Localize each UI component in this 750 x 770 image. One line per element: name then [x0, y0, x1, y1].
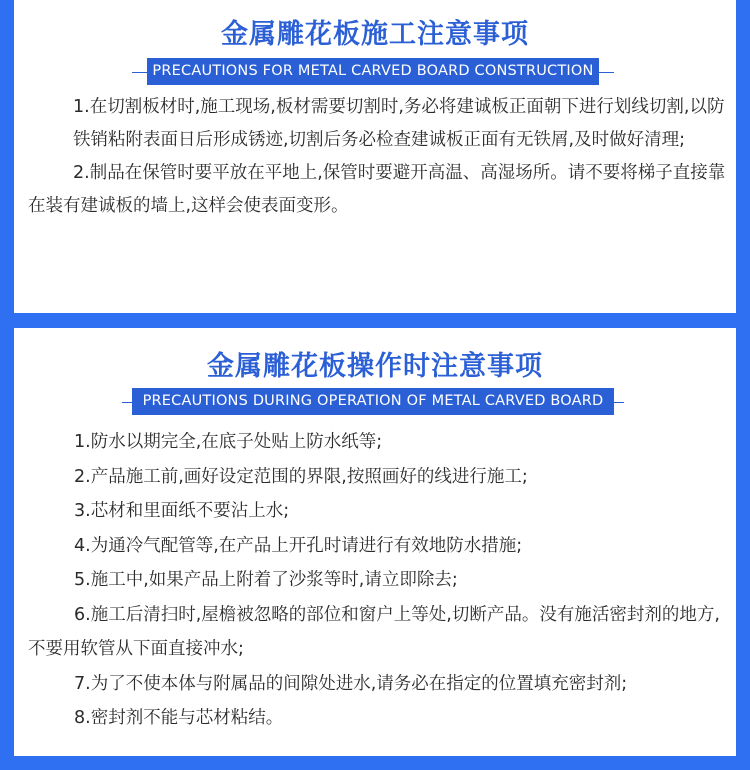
paragraph: 2.制品在保管时要平放在平地上,保管时要避开高温、高湿场所。请不要将梯子直接靠在装有建诚板的墙上,这样会使表面变形。 — [28, 163, 726, 216]
list-item: 4.为通冷气配管等,在产品上开孔时请进行有效地防水措施; — [74, 535, 523, 556]
section-title: 金属雕花板施工注意事项 — [221, 19, 529, 50]
list-item: 5.施工中,如果产品上附着了沙浆等时,请立即除去; — [74, 570, 458, 590]
list-item: 3.芯材和里面纸不要沾上水; — [74, 501, 290, 521]
list-item: 8.密封剂不能与芯材粘结。 — [74, 708, 284, 728]
section-title: 金属雕花板操作时注意事项 — [207, 351, 543, 382]
section-body — [28, 91, 728, 223]
operation-precautions-panel — [14, 328, 736, 756]
construction-precautions-panel — [14, 0, 736, 313]
list-item: 1.防水以期完全,在底子处贴上防水纸等; — [74, 432, 383, 452]
paragraph: 1.在切割板材时,施工现场,板材需要切割时,务必将建诚板正面朝下进行划线切割,以防 — [73, 97, 725, 117]
section-body — [28, 425, 728, 736]
list-item: 6.施工后清扫时,屋檐被忽略的部位和窗户上等处,切断产品。没有施活密封剂的地方,不要用软管从下面直接冲水; — [28, 604, 720, 659]
paragraph: 铁销粘附表面日后形成锈迹,切割后务必检查建诚板正面有无铁屑,及时做好清理; — [73, 130, 686, 150]
section-subtitle: PRECAUTIONS DURING OPERATION OF METAL CARVED BOARD — [132, 388, 614, 415]
list-item: 7.为了不使本体与附属品的间隙处进水,请务必在指定的位置填充密封剂; — [74, 673, 628, 694]
list-item: 2.产品施工前,画好设定范围的界限,按照画好的线进行施工; — [74, 466, 528, 487]
section-subtitle: PRECAUTIONS FOR METAL CARVED BOARD CONSTRUCTION — [147, 58, 599, 85]
